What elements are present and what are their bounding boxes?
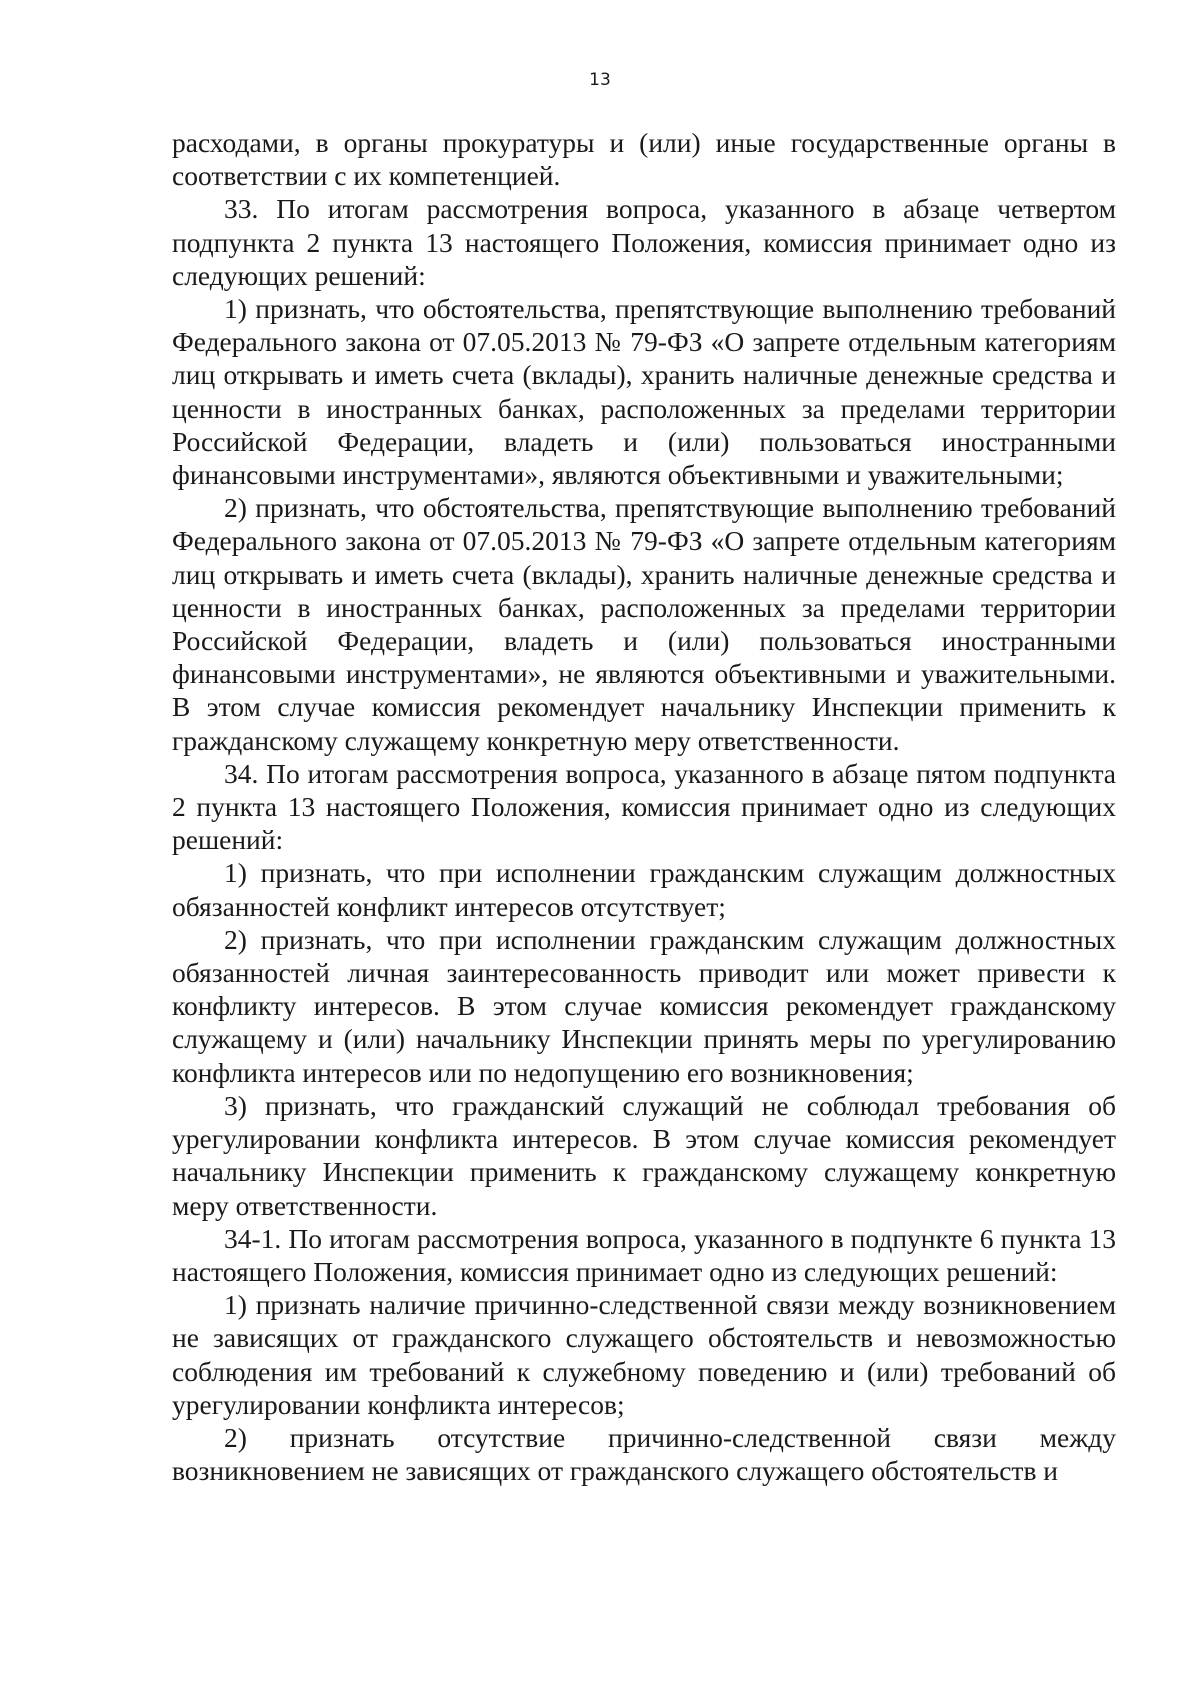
paragraph-34-option-2: 2) признать, что при исполнении гражданским служащим должностных обязанностей личная заинтересованность приводит или может привести к конфликту интересов. В этом случае комиссия рекомендует гражданскому служащему и (или) начальнику Инспекции принять меры по урегулированию конфликта интересов или по недопущению его возникновения;: [172, 923, 1116, 1088]
paragraph-continuation: расходами, в органы прокуратуры и (или) иные государственные органы в соответствии с их компетенцией.: [172, 127, 1116, 192]
paragraph-33-option-1: 1) признать, что обстоятельства, препятствующие выполнению требований Федерального закона от 07.05.2013 № 79-ФЗ «О запрете отдельным категориям лиц открывать и иметь счета (вклады), хранить наличные денежные средства и ценности в иностранных банках, расположенных за пределами территории Российской Федерации, владеть и (или) пользоваться иностранными финансовыми инструментами», являются объективными и уважительными;: [172, 293, 1116, 491]
document-body: [172, 126, 1116, 1487]
paragraph-34-option-1: 1) признать, что при исполнении гражданским служащим должностных обязанностей конфликт интересов отсутствует;: [172, 857, 1116, 922]
paragraph-item-33: 33. По итогам рассмотрения вопроса, указанного в абзаце четвертом подпункта 2 пункта 13 настоящего Положения, комиссия принимает одно из следующих решений:: [172, 193, 1116, 291]
page-number: 13: [589, 70, 611, 90]
paragraph-33-option-2: 2) признать, что обстоятельства, препятствующие выполнению требований Федерального закона от 07.05.2013 № 79-ФЗ «О запрете отдельным категориям лиц открывать и иметь счета (вклады), хранить наличные денежные средства и ценности в иностранных банках, расположенных за пределами территории Российской Федерации, владеть и (или) пользоваться иностранными финансовыми инструментами», не являются объективными и уважительными. В этом случае комиссия рекомендует начальнику Инспекции применить к гражданскому служащему конкретную меру ответственности.: [172, 492, 1116, 756]
paragraph-34-1-option-1: 1) признать наличие причинно-следственной связи между возникновением не зависящих от гражданского служащего обстоятельств и невозможностью соблюдения им требований к служебному поведению и (или) требований об урегулировании конфликта интересов;: [172, 1289, 1116, 1420]
paragraph-34-1-option-2: 2) признать отсутствие причинно-следственной связи между возникновением не зависящих от гражданского служащего обстоятельств и: [172, 1421, 1116, 1487]
paragraph-34-option-3: 3) признать, что гражданский служащий не соблюдал требования об урегулировании конфликта интересов. В этом случае комиссия рекомендует начальнику Инспекции применить к гражданскому служащему конкретную меру ответственности.: [172, 1089, 1116, 1221]
paragraph-item-34-1: 34-1. По итогам рассмотрения вопроса, указанного в подпункте 6 пункта 13 настоящего Положения, комиссия принимает одно из следующих решений:: [172, 1222, 1116, 1287]
paragraph-item-34: 34. По итогам рассмотрения вопроса, указанного в абзаце пятом подпункта 2 пункта 13 настоящего Положения, комиссия принимает одно из следующих решений:: [172, 757, 1116, 856]
